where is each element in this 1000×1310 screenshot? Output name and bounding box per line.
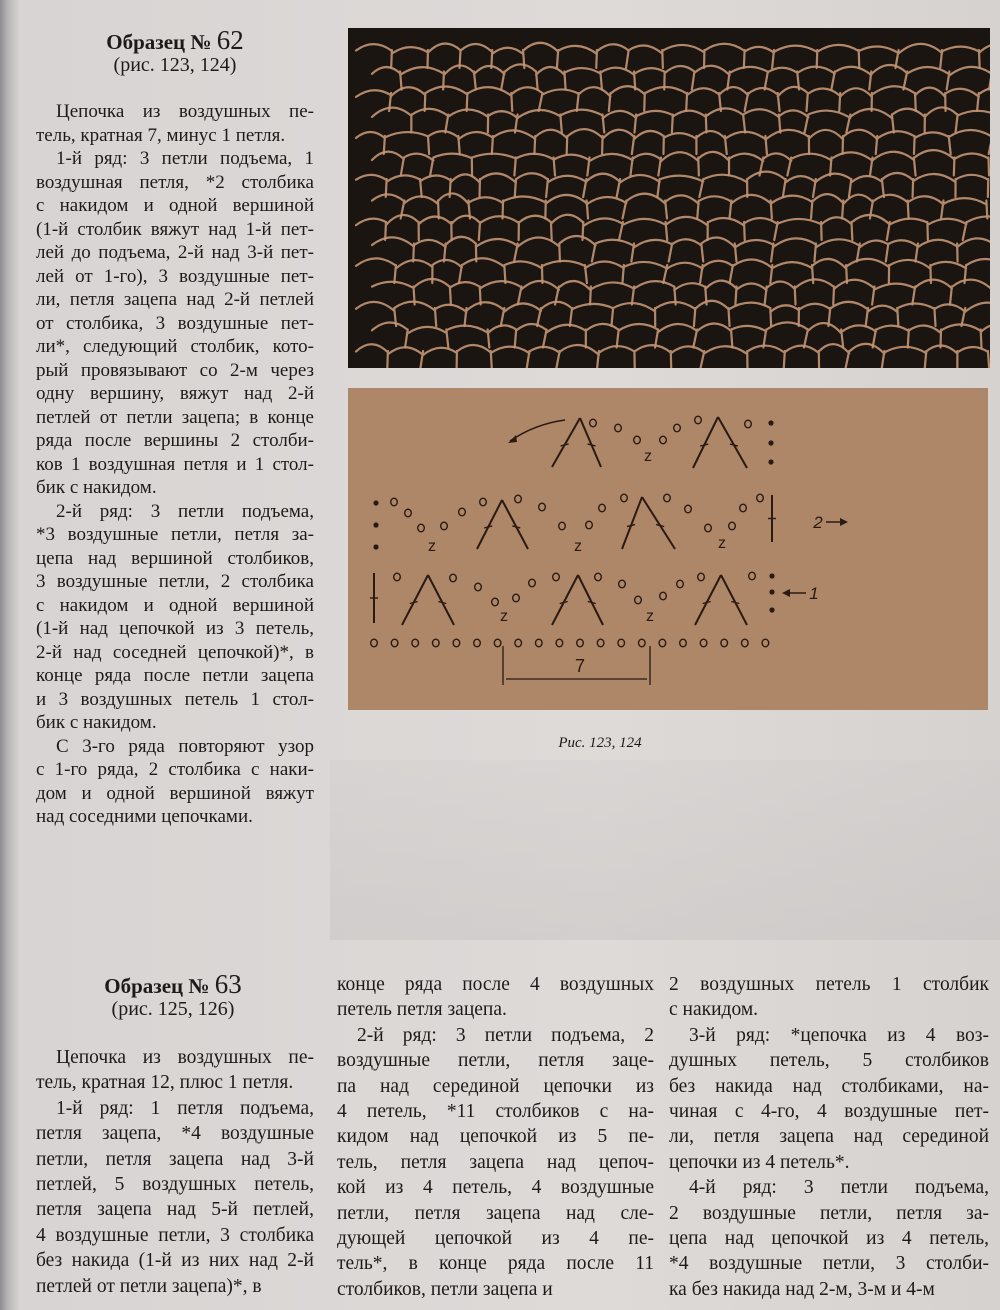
slip-stitch-icon <box>768 420 773 425</box>
slip-stitch-icon <box>373 544 378 549</box>
double-crochet-icon <box>642 497 675 549</box>
chain-stitch-icon <box>474 639 481 647</box>
double-crochet-icon <box>721 575 747 625</box>
text-line: 1-й ряд: 1 петля подъема, <box>56 1097 314 1119</box>
chain-stitch-icon <box>515 639 522 647</box>
crossbar <box>512 526 520 528</box>
chain-stitch-icon <box>639 639 646 647</box>
double-crochet-icon <box>402 575 428 625</box>
crossbar <box>588 602 596 604</box>
chain-stitch-icon <box>721 639 728 647</box>
chain-stitch-icon <box>695 416 702 424</box>
text-line: дующей цепочкой из 4 пе- <box>337 1227 654 1249</box>
crochet-diagram <box>348 388 988 710</box>
text-line: с накидом и одной вершиной <box>36 594 314 616</box>
paragraph <box>36 100 314 147</box>
crossbar <box>560 602 568 604</box>
slip-stitch-icon <box>768 440 773 445</box>
crossbar <box>561 444 569 446</box>
yarn-row <box>356 301 990 326</box>
text-line: ли, петля зацепа над серединой <box>669 1126 989 1148</box>
sample-63-column-2 <box>337 972 654 1302</box>
text-line: бик с накидом. <box>36 477 157 498</box>
arrowhead-icon <box>782 589 790 597</box>
text-line: (1-й столбик вяжут над 1-й пет- <box>36 218 314 240</box>
text-line: дом и одной вершиной вяжут <box>36 782 314 804</box>
text-line: петлей от петли зацепа)*, в <box>36 1275 262 1297</box>
yarn-row <box>372 322 990 347</box>
text-line: кой из 4 петель, 4 воздушные <box>337 1177 654 1199</box>
crossbar <box>484 526 492 528</box>
yarn-row <box>372 107 990 132</box>
direction-arrow-icon <box>510 420 565 441</box>
crossbar <box>438 602 446 604</box>
text-line: конце ряда после петли зацепа <box>36 665 314 686</box>
yarn-row <box>356 129 990 154</box>
yarn-row <box>356 344 989 368</box>
text-line: чиная с 4-го, 4 воздушные пет- <box>669 1100 989 1122</box>
chain-stitch-icon <box>698 573 705 581</box>
sample-63-column-1 <box>36 1045 314 1299</box>
stitch-chart <box>348 388 988 710</box>
crossbar <box>703 602 711 604</box>
sample-62-figures: (рис. 123, 124) <box>113 54 237 76</box>
slip-stitch-icon <box>373 522 378 527</box>
text-line: (1-й над цепочкой из 3 петель, <box>36 618 314 639</box>
chain-stitch-icon <box>680 639 687 647</box>
text-line: С 3-го ряда повторяют узор <box>56 735 314 757</box>
text-line: тель, кратная 7, минус 1 петля. <box>36 124 286 146</box>
crochet-sample-photo <box>348 28 990 368</box>
text-line: воздушные петли, петля заце- <box>337 1050 654 1072</box>
chain-stitch-icon <box>660 592 667 600</box>
chain-stitch-icon <box>586 521 593 529</box>
crossbar <box>627 525 635 527</box>
repeat-count-label: 7 <box>574 656 586 676</box>
chain-stitch-icon <box>677 580 684 588</box>
chain-stitch-icon <box>412 639 419 647</box>
chain-stitch-icon <box>664 494 671 502</box>
text-line: 2 воздушные петли, петля за- <box>669 1202 989 1224</box>
chain-stitch-icon <box>433 639 440 647</box>
paragraph <box>669 1175 989 1302</box>
chain-stitch-icon <box>441 522 448 530</box>
chain-stitch-icon <box>618 639 625 647</box>
chain-stitch-icon <box>559 522 566 530</box>
text-line: без накида над столбиками, на- <box>669 1075 989 1097</box>
chain-stitch-icon <box>418 524 425 532</box>
double-crochet-icon <box>552 418 580 467</box>
chain-stitch-icon <box>459 508 466 516</box>
chain-stitch-icon <box>515 495 522 503</box>
text-line: па над серединой цепочки из <box>337 1075 654 1097</box>
sample-63-column-3 <box>669 972 989 1302</box>
chain-stitch-icon <box>619 580 626 588</box>
text-line: 2-й над соседней цепочкой)*, в <box>36 641 314 663</box>
yarn-row <box>356 43 990 68</box>
paragraph <box>36 735 314 829</box>
yarn-row <box>372 236 990 261</box>
yarn-row <box>356 258 990 283</box>
text-line: *4 воздушные петли, 3 столби- <box>669 1253 989 1275</box>
double-crochet-icon <box>477 500 502 549</box>
text-line: без накида (1-й из них над 2-й <box>36 1250 314 1272</box>
text-line: цепа над вершиной столбиков, <box>36 547 314 569</box>
text-line: *3 воздушные петли, петля за- <box>36 524 314 545</box>
bleed-through-area <box>330 760 1000 940</box>
chain-stitch-icon <box>762 639 769 647</box>
text-line: кидом над цепочкой из 5 пе- <box>337 1126 654 1148</box>
text-line: петлей, 5 воздушных петель, <box>36 1173 314 1195</box>
yarn-row <box>372 279 990 305</box>
text-line: душных петель, 5 столбиков <box>669 1050 989 1072</box>
double-crochet-icon <box>718 417 747 468</box>
text-line: петель петля зацепа. <box>337 999 507 1021</box>
paragraph <box>337 1023 654 1302</box>
text-line: 2 воздушных петель 1 столбик <box>669 974 989 995</box>
single-crochet-z-icon: z <box>428 538 436 555</box>
chain-stitch-icon <box>492 598 499 606</box>
chain-stitch-icon <box>740 504 747 512</box>
text-line: цепа над цепочкой из 4 петель, <box>669 1227 989 1249</box>
text-line: Цепочка из воздушных пе- <box>56 101 314 122</box>
text-line: 4 петель, *11 столбиков с на- <box>337 1100 654 1122</box>
slip-stitch-icon <box>769 589 774 594</box>
figure-caption: Рис. 123, 124 <box>558 735 642 751</box>
chain-stitch-icon <box>757 494 764 502</box>
text-line: конце ряда после 4 воздушных <box>337 974 654 995</box>
chain-stitch-icon <box>577 639 584 647</box>
chain-stitch-icon <box>556 639 563 647</box>
chain-stitch-icon <box>475 583 482 591</box>
paragraph <box>36 147 314 500</box>
sample-62-title: Образец № 62 <box>106 25 244 55</box>
chain-stitch-icon <box>685 505 692 513</box>
crossbar <box>588 444 596 446</box>
text-line: ли, петля зацепа над 2-й петлей <box>36 289 314 310</box>
text-line: 4-й ряд: 3 петли подъема, <box>689 1177 989 1199</box>
row-2-label: 2 <box>813 513 823 532</box>
chain-stitch-icon <box>595 573 602 581</box>
text-line: цепочки из 4 петель*. <box>669 1151 850 1173</box>
text-line: и 3 воздушных петель 1 стол- <box>36 688 314 710</box>
chain-stitch-icon <box>453 639 460 647</box>
row-1-label: 1 <box>809 584 819 603</box>
yarn-row <box>356 215 990 240</box>
text-line: тель*, в конце ряда после 11 <box>337 1253 654 1275</box>
text-line: тель, петля зацепа над цепоч- <box>337 1151 654 1173</box>
yarn-row <box>372 150 989 175</box>
chain-stitch-icon <box>674 424 681 432</box>
text-line: 1-й ряд: 3 петли подъема, 1 <box>56 148 314 169</box>
sample-63-figures: (рис. 125, 126) <box>111 998 235 1020</box>
single-crochet-z-icon: z <box>500 608 508 625</box>
text-line: столбиков, петли зацепа и <box>337 1278 553 1300</box>
chain-stitch-icon <box>513 594 520 602</box>
chain-stitch-icon <box>745 420 752 428</box>
chain-stitch-icon <box>536 639 543 647</box>
chain-stitch-icon <box>634 436 641 444</box>
crossbar <box>731 602 739 604</box>
chain-stitch-icon <box>371 639 378 647</box>
paragraph <box>36 1045 314 1096</box>
text-line: лей от 1-го), 3 воздушные пет- <box>36 265 314 287</box>
chain-stitch-icon <box>635 596 642 604</box>
text-line: петли, петля зацепа над сле- <box>337 1202 654 1224</box>
chain-stitch-icon <box>494 639 501 647</box>
double-crochet-icon <box>578 575 603 625</box>
chain-stitch-icon <box>553 573 560 581</box>
chain-stitch-icon <box>405 509 412 517</box>
chain-stitch-icon <box>660 436 667 444</box>
arrowhead-icon <box>840 518 848 526</box>
single-crochet-z-icon: z <box>644 448 652 465</box>
text-line: 2-й ряд: 3 петли подъема, 2 <box>357 1024 654 1046</box>
chain-stitch-icon <box>615 424 622 432</box>
double-crochet-icon <box>502 500 528 549</box>
sample-62-heading <box>40 25 310 76</box>
text-line: тель, кратная 12, плюс 1 петля. <box>36 1072 294 1094</box>
text-line: 4 воздушные петли, 3 столбика <box>36 1224 314 1246</box>
chain-stitch-icon <box>480 498 487 506</box>
chain-stitch-icon <box>742 639 749 647</box>
double-crochet-icon <box>695 575 721 625</box>
text-line: 3-й ряд: *цепочка из 4 воз- <box>689 1024 989 1046</box>
text-line: петля зацепа над 5-й петлей, <box>36 1199 314 1221</box>
crossbar <box>410 602 418 604</box>
paragraph <box>669 972 989 1023</box>
double-crochet-icon <box>622 497 642 549</box>
slip-stitch-icon <box>769 607 774 612</box>
paragraph <box>669 1023 989 1175</box>
text-line: с накидом. <box>669 999 759 1021</box>
text-line: ков 1 воздушная петля и 1 стол- <box>36 453 314 475</box>
chain-stitch-icon <box>705 524 712 532</box>
slip-stitch-icon <box>373 500 378 505</box>
paragraph <box>337 972 654 1023</box>
sample-63-heading <box>38 969 308 1020</box>
chain-stitch-icon <box>659 639 666 647</box>
text-line: с накидом и одной вершиной <box>36 195 314 216</box>
single-crochet-z-icon: z <box>718 535 726 552</box>
text-line: ряда после вершины 2 столби- <box>36 430 314 451</box>
text-line: ли*, следующий столбик, кото- <box>36 336 314 357</box>
chain-stitch-icon <box>450 574 457 582</box>
chain-stitch-icon <box>749 572 756 580</box>
chain-stitch-icon <box>700 639 707 647</box>
crossbar <box>730 444 738 446</box>
text-line: над соседними цепочками. <box>36 806 253 827</box>
double-crochet-icon <box>428 575 454 625</box>
chain-stitch-icon <box>621 494 628 502</box>
paragraph <box>36 500 314 735</box>
paragraph <box>36 1096 314 1299</box>
single-crochet-z-icon: z <box>574 538 582 555</box>
yarn-row <box>356 86 990 111</box>
text-line: от столбика, 3 воздушные пет- <box>36 312 314 334</box>
sample-63-title: Образец № 63 <box>104 969 242 999</box>
chain-stitch-icon <box>529 579 536 587</box>
mesh-pattern-image <box>348 28 990 368</box>
crossbar <box>700 444 708 446</box>
chain-stitch-icon <box>394 573 401 581</box>
text-line: петля зацепа, *4 воздушные <box>36 1123 314 1145</box>
slip-stitch-icon <box>769 573 774 578</box>
chain-stitch-icon <box>391 498 398 506</box>
chain-stitch-icon <box>729 522 736 530</box>
single-crochet-z-icon: z <box>646 608 654 625</box>
text-line: с 1-го ряда, 2 столбика с наки- <box>36 759 314 780</box>
text-line: бик с накидом. <box>36 712 157 733</box>
slip-stitch-icon <box>768 459 773 464</box>
chain-stitch-icon <box>599 504 606 512</box>
text-line: одну вершину, вяжут над 2-й <box>36 383 314 404</box>
chain-stitch-icon <box>590 419 597 427</box>
crossbar <box>656 525 664 527</box>
arrowhead-icon <box>508 435 517 443</box>
chain-stitch-icon <box>597 639 604 647</box>
text-line: петлей от петли зацепа; в конце <box>36 406 314 428</box>
chain-stitch-icon <box>539 503 546 511</box>
text-line: 3 воздушные петли, 2 столбика <box>36 571 314 592</box>
text-line: рый провязывают со 2-м через <box>36 359 314 381</box>
chain-stitch-icon <box>391 639 398 647</box>
text-line: петли, петля зацепа над 3-й <box>36 1148 314 1170</box>
text-line: 2-й ряд: 3 петли подъема, <box>56 500 314 522</box>
text-line: ка без накида над 2-м, 3-м и 4-м <box>669 1278 935 1300</box>
sample-62-text <box>36 100 314 829</box>
text-line: лей до подъема, 2-й над 3-й пет- <box>36 242 314 263</box>
text-line: Цепочка из воздушных пе- <box>56 1047 314 1068</box>
double-crochet-icon <box>552 575 578 625</box>
text-line: воздушная петля, *2 столбика <box>36 171 314 193</box>
double-crochet-icon <box>693 417 718 468</box>
